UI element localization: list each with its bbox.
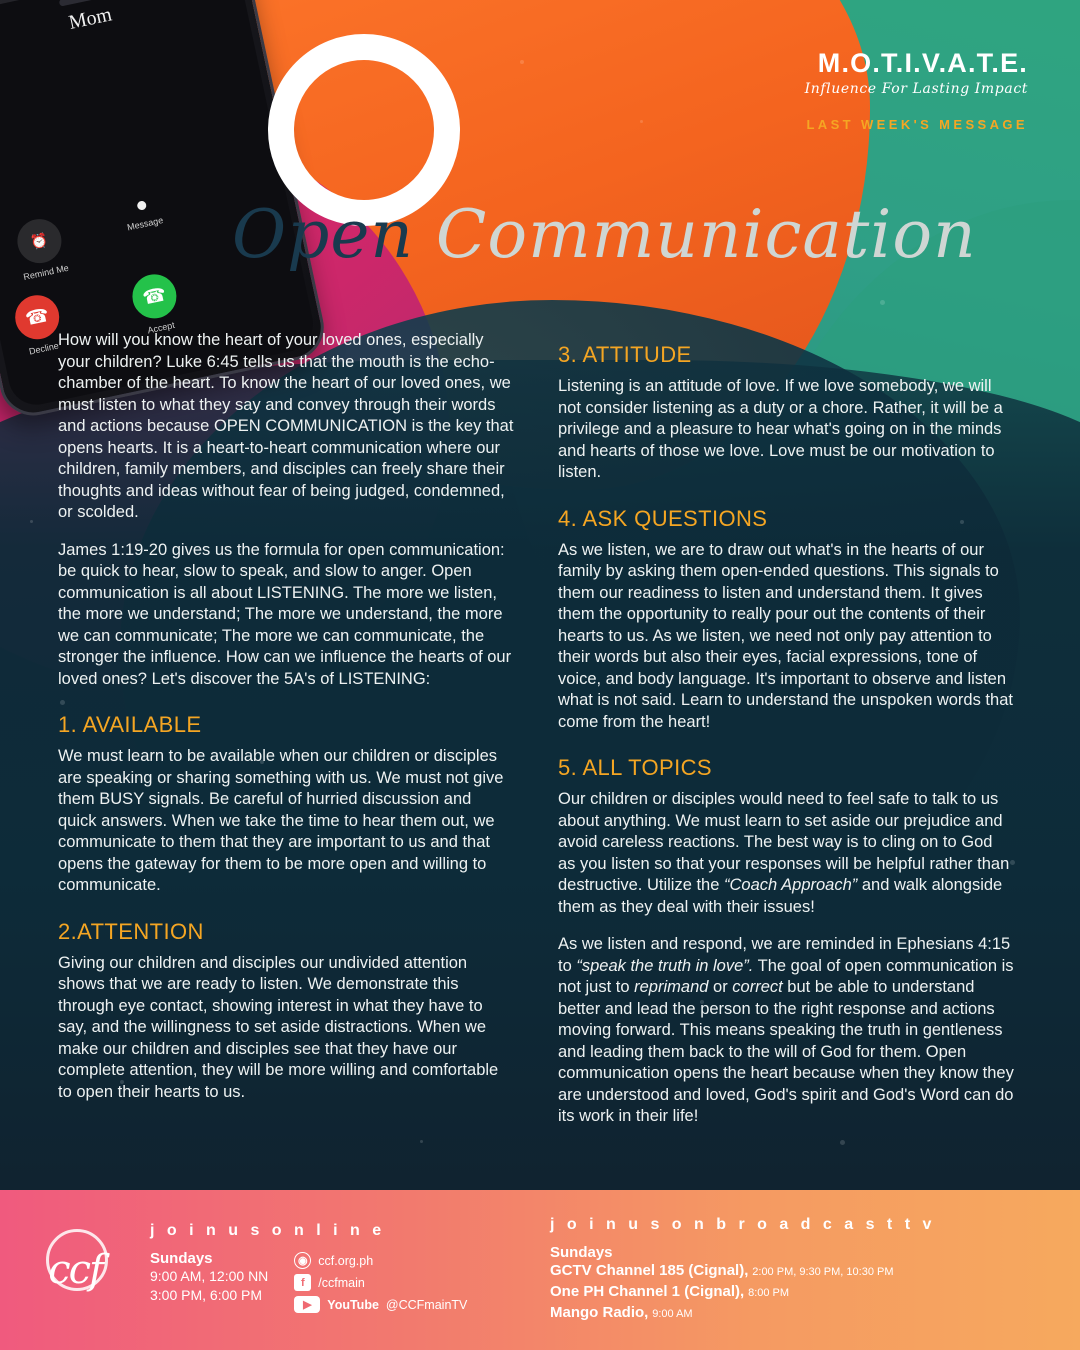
page-title	[232, 196, 1032, 306]
right-column	[558, 330, 1014, 1144]
section-body-available: We must learn to be available when our children or disciples are speaking or sharing something with us. We must not give them BUSY signals. Be careful of hurried discussion and quick answers. When we take the time to hear them out, we communicate to them that they are important to us and that opens the gateway for them to be more open and willing to communicate.	[58, 747, 504, 894]
section-body-attitude: Listening is an attitude of love. If we love somebody, we will not consider listening as a duty or a chore. Rather, it will be a privilege and a pleasure to hear what's going on in the minds and hearts of those we love. Love must be our motivation to listen.	[558, 377, 1003, 481]
ephesians-text-b: The goal of open communication is not just to	[558, 956, 1014, 996]
section-heading-ask-questions: 4. ASK QUESTIONS	[558, 505, 768, 531]
website-link[interactable]	[294, 1252, 467, 1269]
ccf-logo-text: ccf	[48, 1247, 102, 1293]
footer-broadcast-heading: j o i n u s o n b r o a d c a s t t v	[550, 1216, 936, 1233]
ephesians-text-c: or	[708, 978, 733, 996]
broadcast-1-times: 2:00 PM, 9:30 PM, 10:30 PM	[752, 1266, 894, 1278]
globe-icon: ◉	[294, 1252, 311, 1269]
phone-accept-label: Accept	[146, 319, 176, 336]
footer-broadcast-day: Sundays	[550, 1244, 613, 1261]
footer-online-times-1: 9:00 AM, 12:00 NN	[150, 1268, 269, 1284]
footer-online-section	[150, 1222, 550, 1318]
broadcast-2-times: 8:00 PM	[748, 1287, 790, 1299]
article-body	[0, 330, 1080, 1144]
page-title-word-1: Open	[232, 196, 414, 273]
section-heading-attention: 2.ATTENTION	[58, 918, 204, 944]
brand-tagline: Influence For Lasting Impact	[804, 81, 1028, 97]
broadcast-3-name: Mango Radio,	[550, 1304, 649, 1321]
footer-online-times-2: 3:00 PM, 6:00 PM	[150, 1287, 263, 1303]
phone-accept-icon: ☎	[128, 270, 180, 322]
intro-paragraph-2: James 1:19-20 gives us the formula for open communication: be quick to hear, slow to speak, and slow to anger. Open communication is all about LISTENING. The more we listen, the more we understand; The more we understand, the more we can communicate; The more we can communicate, the stronger the influence. How can we influence the hearts of our loved ones? Let's discover the 5A's of LISTENING:	[58, 540, 512, 688]
youtube-icon: ▶	[294, 1296, 320, 1313]
footer	[0, 1190, 1080, 1350]
coach-approach-quote: “Coach Approach”	[723, 876, 858, 894]
message-dot-icon	[136, 200, 147, 211]
speak-truth-quote: “speak the truth in love”.	[576, 956, 754, 975]
intro-paragraph-1: How will you know the heart of your loved ones, especially your children? Luke 6:45 tells us that the mouth is the echo-chamber of the heart. To know the heart of our loved ones, we must listen to what they say and convey through their words and actions because OPEN COMMUNICATION is the key that opens hearts. It is a heart-to-heart communication where our children, family members, and disciples can freely share their thoughts and ideas without fear of being judged, condemned, or scolded.	[58, 331, 514, 521]
phone-message-action[interactable]	[103, 193, 183, 236]
broadcast-1-name: GCTV Channel 185 (Cignal),	[550, 1262, 749, 1279]
youtube-brand-label: YouTube	[327, 1297, 379, 1312]
footer-broadcast-section	[550, 1216, 935, 1324]
section-heading-available: 1. AVAILABLE	[58, 712, 202, 737]
section-body-all-topics	[558, 789, 1014, 918]
website-label: ccf.org.ph	[318, 1253, 374, 1268]
brand-title: M.O.T.I.V.A.T.E.	[817, 48, 1028, 78]
all-topics-text-a: Our children or disciples would need to feel safe to talk to us about anything. We must learn to set aside our prejudice and avoid careless reactions. The best way is to cling on to God as you listen so that your responses will be helpful rather than destructive. Utilize the	[558, 790, 1010, 894]
broadcast-3-times: 9:00 AM	[652, 1308, 693, 1320]
ephesians-text-d: but be able to understand better and lead the person to the right response and actions moving forward. This means speaking the truth in gentleness and leading them back to the will of God for them. Open communication opens the heart because when they know they are understood and loved, God's spirit and God's Word can do its work in their life!	[558, 978, 1014, 1125]
all-topics-text-b: and walk alongside them as they deal with their issues!	[558, 876, 1003, 916]
broadcast-row-3	[550, 1303, 935, 1324]
phone-remind-me-action[interactable]	[1, 212, 82, 284]
alarm-icon: ⏰	[13, 215, 65, 267]
reprimand-emphasis: reprimand	[634, 978, 709, 996]
ccf-logo	[0, 1247, 150, 1293]
broadcast-row-2	[550, 1282, 935, 1303]
ccf-logo-ring	[46, 1229, 108, 1291]
phone-message-label: Message	[126, 215, 165, 233]
brand-block	[805, 48, 1028, 132]
section-body-ask-questions: As we listen, we are to draw out what's in the hearts of our family by asking them open-ended questions. This signals to them our readiness to listen and understand them. It gives them the opportunity to really pour out the contents of their hearts to us. As we listen, we need not only pay attention to their words but also their eyes, facial expressions, tone of voice, and body language. It's important to observe and listen what is not said. Learn to understand the unspoken words that come from the heart!	[558, 540, 1013, 731]
brand-kicker: LAST WEEK'S MESSAGE	[806, 117, 1028, 132]
broadcast-row-1	[550, 1261, 935, 1282]
section-heading-all-topics: 5. ALL TOPICS	[558, 755, 712, 780]
section-body-all-topics-2	[558, 934, 1014, 1128]
youtube-link[interactable]	[294, 1296, 467, 1313]
phone-caller-name: Mom	[66, 3, 114, 34]
correct-emphasis: correct	[732, 978, 783, 996]
facebook-icon: f	[294, 1274, 311, 1291]
phone-decline-icon: ☎	[11, 291, 63, 343]
left-column	[58, 330, 514, 1144]
facebook-label: /ccfmain	[318, 1275, 365, 1290]
phone-decline-label: Decline	[28, 340, 60, 357]
section-body-attention: Giving our children and disciples our undivided attention shows that we are ready to listen. We demonstrate this through eye contact, showing interest in what they have to say, and the willingness to set aside distractions. When we make our children and disciples see that they have our complete attention, they will be more willing and comfortable to open their hearts to us.	[58, 953, 499, 1101]
footer-online-heading: j o i n u s o n l i n e	[150, 1222, 386, 1239]
broadcast-2-name: One PH Channel 1 (Cignal),	[550, 1283, 745, 1300]
footer-online-day: Sundays	[150, 1250, 213, 1267]
ephesians-text-a: As we listen and respond, we are reminded in Ephesians 4:15 to	[558, 935, 1011, 975]
section-heading-attitude: 3. ATTITUDE	[558, 342, 692, 367]
facebook-link[interactable]	[294, 1274, 467, 1291]
phone-remind-me-label: Remind Me	[22, 262, 70, 283]
youtube-handle-label: @CCFmainTV	[385, 1297, 468, 1312]
page-title-word-2: Communication	[435, 196, 977, 273]
